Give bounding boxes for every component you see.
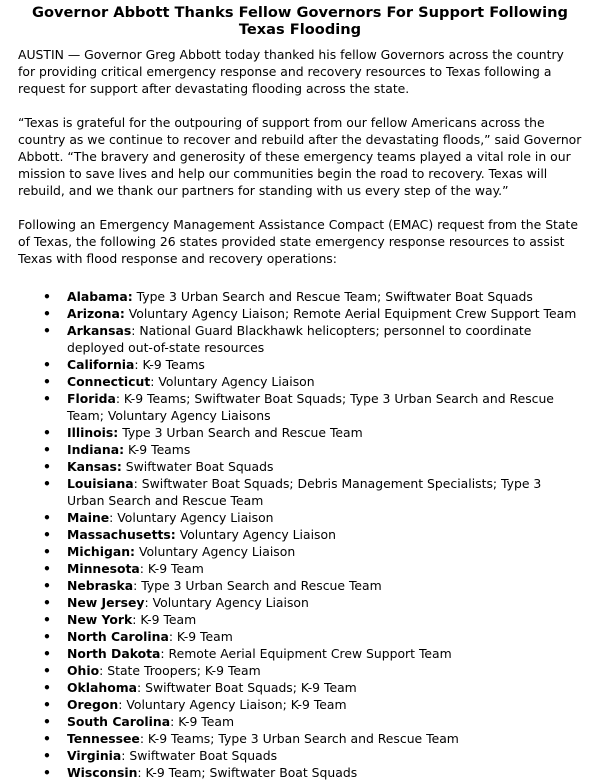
list-item (67, 441, 582, 458)
state-name: Arkansas (67, 323, 132, 338)
list-item (67, 747, 582, 764)
state-resources: : Voluntary Agency Liaison (109, 510, 274, 525)
state-name: Maine (67, 510, 110, 525)
state-name: Virginia (67, 748, 122, 763)
state-resources: : K-9 Teams; Type 3 Urban Search and Rescue Team (139, 731, 459, 746)
state-name: Oklahoma (67, 680, 137, 695)
state-name: South Carolina (67, 714, 171, 729)
state-name: North Carolina (67, 629, 169, 644)
state-resources: : K-9 Team; Swiftwater Boat Squads (137, 765, 358, 780)
state-resources: : Remote Aerial Equipment Crew Support Team (160, 646, 452, 661)
state-resources: Voluntary Agency Liaison (175, 527, 336, 542)
list-item (67, 288, 582, 305)
list-item (67, 577, 582, 594)
state-resources: : Voluntary Agency Liaison (150, 374, 315, 389)
list-item (67, 458, 582, 475)
state-name: Illinois: (67, 425, 119, 440)
state-resources: : National Guard Blackhawk helicopters; personnel to coordinate deployed out-of-state resources (67, 323, 532, 355)
list-item (67, 475, 582, 509)
state-resources: Voluntary Agency Liaison; Remote Aerial Equipment Crew Support Team (124, 306, 577, 321)
list-item (67, 611, 582, 628)
list-item (67, 679, 582, 696)
quote-paragraph: “Texas is grateful for the outpouring of support from our fellow Americans across the country as we continue to recover and rebuild after the devastating floods,” said Governor Abbott. “The bravery and generosity of these emergency teams played a vital role in our mission to save lives and help our communities begin the road to recovery. Texas will rebuild, and we thank our partners for standing with us every step of the way.” (18, 115, 582, 198)
state-name: Arizona: (67, 306, 125, 321)
state-name: Louisiana (67, 476, 134, 491)
state-resources: Swiftwater Boat Squads (121, 459, 274, 474)
state-name: Kansas: (67, 459, 122, 474)
state-name: Michigan: (67, 544, 135, 559)
state-list (18, 288, 582, 781)
list-item (67, 305, 582, 322)
list-item (67, 373, 582, 390)
state-resources: K-9 Teams (124, 442, 191, 457)
list-item (67, 509, 582, 526)
state-name: California (67, 357, 135, 372)
list-item (67, 543, 582, 560)
state-resources: : K-9 Team (170, 714, 235, 729)
list-item (67, 526, 582, 543)
list-item (67, 322, 582, 356)
state-name: Tennessee (67, 731, 140, 746)
list-item (67, 713, 582, 730)
list-item (67, 628, 582, 645)
list-item (67, 390, 582, 424)
list-item (67, 764, 582, 781)
list-item (67, 662, 582, 679)
list-item (67, 696, 582, 713)
state-resources: Type 3 Urban Search and Rescue Team (118, 425, 363, 440)
state-name: New York (67, 612, 133, 627)
list-item (67, 645, 582, 662)
state-name: Nebraska (67, 578, 134, 593)
state-name: Massachusetts: (67, 527, 176, 542)
list-item (67, 560, 582, 577)
state-resources: : K-9 Teams; Swiftwater Boat Squads; Type 3 Urban Search and Rescue Team; Voluntary Agency Liaisons (67, 391, 554, 423)
state-name: Ohio (67, 663, 100, 678)
state-name: North Dakota (67, 646, 161, 661)
state-resources: : Voluntary Agency Liaison (144, 595, 309, 610)
state-resources: : Swiftwater Boat Squads (121, 748, 278, 763)
page-title: Governor Abbott Thanks Fellow Governors For Support Following Texas Flooding (32, 4, 568, 38)
state-resources: : Swiftwater Boat Squads; K-9 Team (137, 680, 357, 695)
state-resources: : K-9 Teams (134, 357, 205, 372)
state-resources: : State Troopers; K-9 Team (99, 663, 261, 678)
state-name: Oregon (67, 697, 119, 712)
list-item (67, 594, 582, 611)
state-name: Connecticut (67, 374, 151, 389)
emac-paragraph: Following an Emergency Management Assistance Compact (EMAC) request from the State of Texas, the following 26 states provided state emergency response resources to assist Texas with flood response and recovery operations: (18, 217, 578, 266)
state-resources: Type 3 Urban Search and Rescue Team; Swiftwater Boat Squads (132, 289, 533, 304)
state-name: Alabama: (67, 289, 133, 304)
state-resources: : Swiftwater Boat Squads; Debris Management Specialists; Type 3 Urban Search and Rescue Team (67, 476, 542, 508)
state-resources: Voluntary Agency Liaison (135, 544, 296, 559)
list-item (67, 424, 582, 441)
state-resources: : Voluntary Agency Liaison; K-9 Team (118, 697, 347, 712)
intro-paragraph: AUSTIN — Governor Greg Abbott today thanked his fellow Governors across the country for providing critical emergency response and recovery resources to Texas following a request for support after devastating flooding across the state. (18, 47, 564, 96)
state-resources: : Type 3 Urban Search and Rescue Team (133, 578, 382, 593)
state-name: Indiana: (67, 442, 125, 457)
list-item (67, 730, 582, 747)
state-resources: : K-9 Team (168, 629, 233, 644)
state-name: Florida (67, 391, 116, 406)
list-item (67, 356, 582, 373)
state-name: New Jersey (67, 595, 145, 610)
state-resources: : K-9 Team (132, 612, 197, 627)
state-name: Wisconsin (67, 765, 138, 780)
state-resources: : K-9 Team (139, 561, 204, 576)
state-name: Minnesota (67, 561, 140, 576)
